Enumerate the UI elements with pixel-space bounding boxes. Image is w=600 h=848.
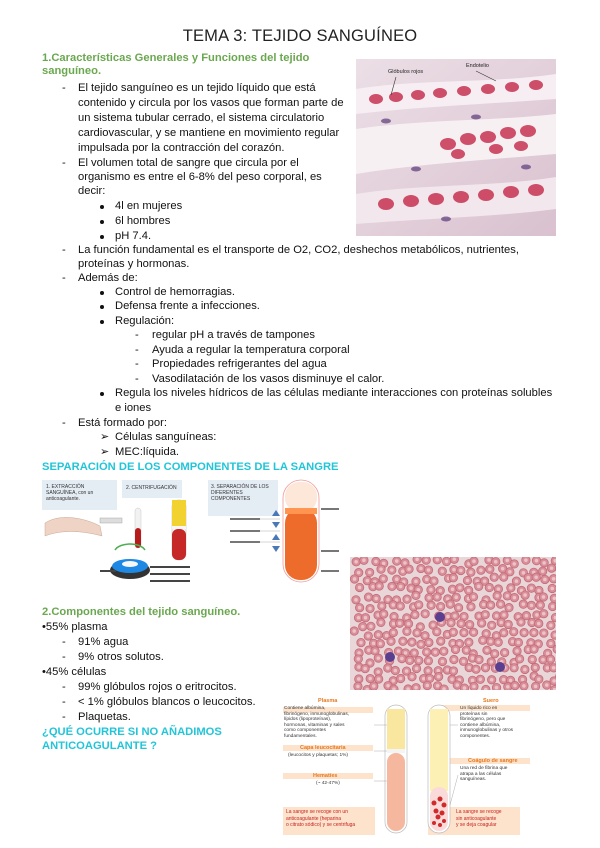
p4-item: Defensa frente a infecciones. (115, 300, 260, 312)
micrograph-label-endothelium: Endotelio (466, 63, 489, 69)
list-dash: - (62, 244, 66, 256)
regulacion-item: regular pH a través de tampones (152, 329, 315, 341)
p4-line: Además de: (78, 272, 138, 284)
list-dash: - (62, 651, 66, 663)
regulacion-item: Ayuda a regular la temperatura corporal (152, 344, 350, 356)
arrow-bullet-icon: ➢ (100, 446, 110, 458)
page-title: TEMA 3: TEJIDO SANGUÍNEO (182, 27, 418, 45)
list-dash: - (135, 344, 139, 356)
regulacion-item: Vasodilatación de los vasos disminuye el calor. (152, 373, 385, 385)
p1-line: contenido y circula por los vasos que forman parte de (78, 97, 344, 109)
caption-left: La sangre se recoge con un anticoagulante (heparina o citrato sódico) y se centrifuga (286, 809, 356, 828)
celulas-item: 99% glóbulos rojos o eritrocitos. (78, 681, 237, 693)
p4-last-line: Regula los niveles hídricos de las células mediante interacciones con proteínas solubles (115, 387, 553, 399)
anticoagulant-tubes-figure (278, 695, 550, 845)
p5-line: Está formado por: (78, 417, 167, 429)
p5-item: Células sanguíneas: (115, 431, 217, 443)
celulas-line: •45% células (42, 666, 107, 678)
p1-line: cardiovascular, y se mantiene en movimiento regular (78, 127, 340, 139)
micrograph-label-red-cells: Glóbulos rojos (388, 69, 424, 75)
separation-step-1-label: 1. EXTRACCIÓN SANGUÍNEA, con un anticoagulante. (46, 484, 94, 502)
arrow-bullet-icon: ➢ (100, 431, 110, 443)
list-dash: - (62, 417, 66, 429)
p1-line: El tejido sanguíneo es un tejido líquido que está (78, 82, 316, 94)
coagulo-title: Coágulo de sangre (468, 758, 518, 764)
separation-diagram (40, 478, 345, 586)
p2-item: 6l hombres (115, 215, 171, 227)
p2-line: El volumen total de sangre que circula por el (78, 157, 299, 169)
p3-line: proteínas y hormonas. (78, 258, 190, 270)
hematies-title: Hematíes (313, 773, 338, 779)
p1-line: impulsada por la contracción del corazón. (78, 142, 285, 154)
question-line-1: ¿QUÉ OCURRE SI NO AÑADIMOS (42, 726, 222, 738)
p1-line: un sistema tubular cerrado, el sistema circulatorio (78, 112, 325, 124)
p3-line: La función fundamental es el transporte de O2, CO2, deshechos metabólicos, nutrientes, (78, 244, 519, 256)
regulacion-item: Propiedades refrigerantes del agua (152, 358, 327, 370)
blood-smear-image (350, 557, 556, 690)
p4-last-line: e iones (115, 402, 152, 414)
question-line-2: ANTICOAGULANTE ? (42, 740, 157, 752)
caption-right: La sangre se recoge sin anticoagulante y se deja coagular (456, 809, 502, 828)
p4-item: Regulación: (115, 315, 175, 327)
list-dash: - (62, 272, 66, 284)
section-1-heading-line-2: sanguíneo. (42, 65, 102, 77)
list-dash: - (62, 82, 66, 94)
coagulo-text: Una red de fibrina que atrapa a las células sanguíneas. (460, 766, 508, 783)
capa-text: (leucocitos y plaquetas; 1%) (288, 753, 348, 758)
celulas-item: Plaquetas. (78, 711, 131, 723)
separation-step-3-label: 3. SEPARACIÓN DE LOS DIFERENTES COMPONENTES (211, 484, 269, 502)
plasma-text: Contiene albúmina, fibrinógeno, inmunoglobulinas, lípidos (lipoproteínas), hormonas, vitaminas y sales como componentes fundamentales. (284, 706, 350, 739)
celulas-item: < 1% glóbulos blancos o leucocitos. (78, 696, 256, 708)
plasma-item: 9% otros solutos. (78, 651, 164, 663)
plasma-line: •55% plasma (42, 621, 108, 633)
bullet-dot (100, 291, 104, 295)
bullet-dot (100, 392, 104, 396)
capa-title: Capa leucocitaria (300, 745, 346, 751)
blood-vessel-micrograph (356, 59, 556, 236)
list-dash: - (135, 329, 139, 341)
bullet-dot (100, 205, 104, 209)
separacion-heading: SEPARACIÓN DE LOS COMPONENTES DE LA SANGRE (42, 461, 339, 473)
hematies-text: (~ 42-47%) (316, 781, 340, 786)
p2-item: pH 7.4. (115, 230, 152, 242)
p4-item: Control de hemorragias. (115, 286, 236, 298)
list-dash: - (62, 696, 66, 708)
p2-line: organismo es entre el 6-8% del peso corporal, es (78, 171, 322, 183)
list-dash: - (62, 636, 66, 648)
separation-step-2-label: 2. CENTRIFUGACIÓN (126, 485, 177, 491)
bullet-dot (100, 320, 104, 324)
p2-item: 4l en mujeres (115, 200, 183, 212)
p2-line: decir: (78, 185, 106, 197)
suero-text: Un líquido rico en proteínas sin fibrinógeno, pero que contiene albúmina, inmunoglobulinas y otros componentes. (460, 706, 514, 739)
list-dash: - (135, 358, 139, 370)
section-2-heading: 2.Componentes del tejido sanguíneo. (42, 606, 241, 618)
list-dash: - (62, 681, 66, 693)
p5-item: MEC:líquida. (115, 446, 180, 458)
plasma-title: Plasma (318, 698, 338, 704)
bullet-dot (100, 305, 104, 309)
bullet-dot (100, 220, 104, 224)
section-1-heading-line-1: 1.Características Generales y Funciones del tejido (42, 52, 310, 64)
list-dash: - (62, 157, 66, 169)
list-dash: - (62, 711, 66, 723)
list-dash: - (135, 373, 139, 385)
suero-title: Suero (483, 698, 499, 704)
bullet-dot (100, 235, 104, 239)
plasma-item: 91% agua (78, 636, 129, 648)
